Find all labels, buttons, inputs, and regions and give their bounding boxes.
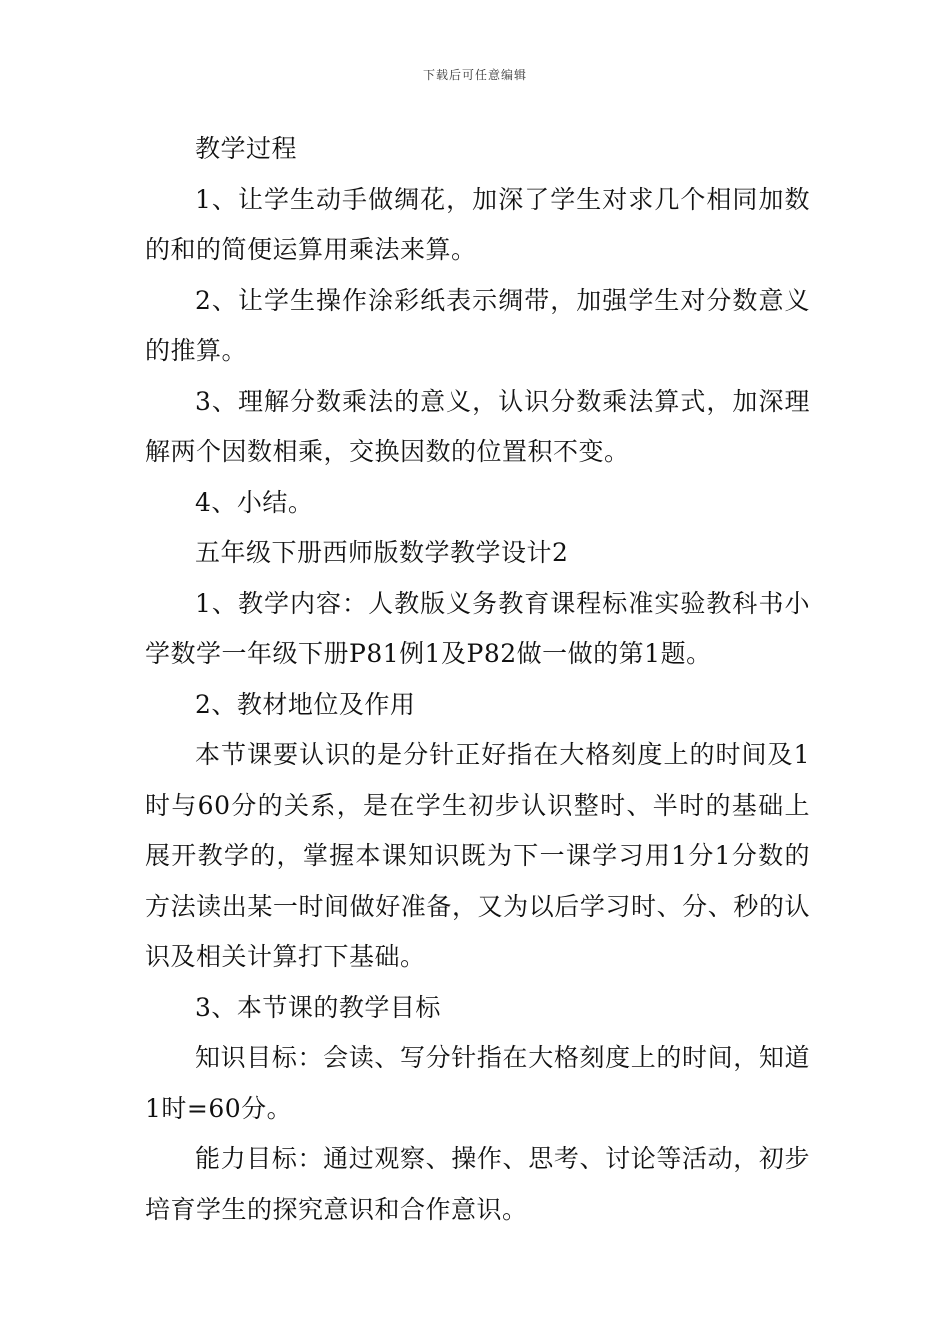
paragraph-teaching-process: 教学过程 bbox=[195, 134, 298, 163]
paragraph-teaching-content: 1、教学内容：人教版义务教育课程标准实验教科书小学数学一年级下册P81例1及P82做一做的第1题。 bbox=[145, 588, 810, 668]
section-title-design-2: 五年级下册西师版数学教学设计2 bbox=[195, 538, 569, 567]
paragraph-material-role-heading: 2、教材地位及作用 bbox=[195, 689, 416, 719]
paragraph-item-2: 2、让学生操作涂彩纸表示绸带，加强学生对分数意义的推算。 bbox=[145, 285, 810, 365]
paragraph-item-4: 4、小结。 bbox=[195, 487, 314, 517]
header-note: 下载后可任意编辑 bbox=[422, 68, 527, 82]
document-body bbox=[145, 124, 810, 1235]
paragraph-material-role: 本节课要认识的是分针正好指在大格刻度上的时间及1时与60分的关系，是在学生初步认识整时、半时的基础上展开教学的，掌握本课知识既为下一课学习用1分1分数的方法读出某一时间做好准备，又为以后学习时、分、秒的认识及相关计算打下基础。 bbox=[145, 740, 810, 971]
paragraph-item-1: 1、让学生动手做绸花，加深了学生对求几个相同加数的和的简便运算用乘法来算。 bbox=[145, 184, 810, 264]
paragraph-ability-goal: 能力目标：通过观察、操作、思考、讨论等活动，初步培育学生的探究意识和合作意识。 bbox=[145, 1144, 810, 1224]
paragraph-item-3: 3、理解分数乘法的意义，认识分数乘法算式，加深理解两个因数相乘，交换因数的位置积不变。 bbox=[145, 386, 810, 466]
paragraph-goals-heading: 3、本节课的教学目标 bbox=[195, 992, 441, 1022]
paragraph-knowledge-goal: 知识目标：会读、写分针指在大格刻度上的时间，知道1时=60分。 bbox=[145, 1043, 810, 1123]
